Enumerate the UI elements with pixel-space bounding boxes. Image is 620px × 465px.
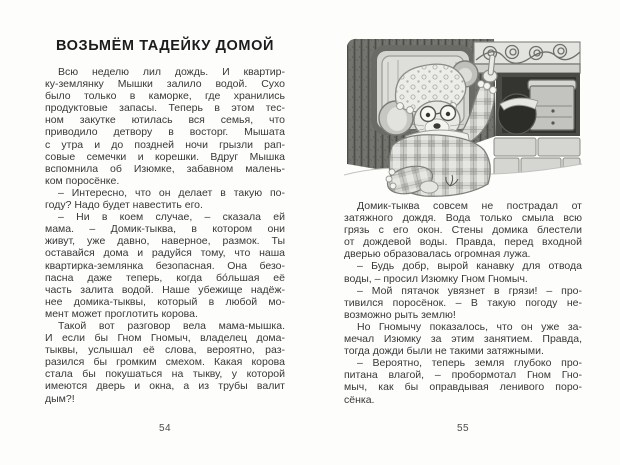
text-line: мент может проглотить корова. (45, 307, 198, 320)
text-line: тивился поросёнок. – В такую погоду не- (344, 296, 582, 309)
text-line: совые семечки и корешки. Вдруг Мышка (45, 150, 285, 163)
text-line: возможно рыть землю! (344, 308, 456, 321)
text-line: мечал Изюмку за этим занятием. Правда, (344, 333, 582, 346)
left-page-text (45, 66, 285, 405)
text-line: дым?! (45, 392, 75, 405)
text-line: разился бы громким смехом. Какая корова (45, 356, 285, 369)
left-page (45, 38, 285, 405)
text-line: – Ни в коем случае, – сказала ей (58, 211, 285, 224)
text-line: ном закутке ютилась вся семья, что (45, 114, 285, 127)
text-line: имеются дверь и окна, а из трубы валит (45, 380, 285, 393)
text-line: Такой вот разговор вела мама-мышка. (58, 319, 285, 332)
text-line: – Мой пятачок увязнет в грязи! – про- (357, 284, 582, 297)
text-line: грязь с его окон. Стены домика блестели (344, 224, 582, 237)
text-line: пасна даже теперь, когда бо́льшая её (45, 271, 285, 284)
page-number-left: 54 (158, 423, 172, 434)
page-number-right: 55 (456, 423, 470, 434)
text-line: Домик-тыква совсем не пострадал от (357, 200, 582, 212)
text-line: – Интересно, что он делает в такую по- (58, 186, 285, 199)
text-line: – Вероятно, теперь земля глубоко про- (357, 357, 582, 370)
text-line: с утра и до поздней ночи грызли рап- (45, 138, 285, 151)
mouse-illustration (344, 14, 582, 198)
text-line: тыквы, услышал её слова, вероятно, раз- (45, 344, 285, 357)
text-line: приводило детвору в восторг. Мышата (45, 126, 285, 139)
text-line: воды, – просил Изюмку Гном Гномыч. (344, 272, 528, 285)
text-line: стала бы покушаться на тыкву, у которой (45, 368, 285, 381)
text-line: сёнка. (344, 393, 375, 406)
text-line: вспомнила об Изюмке, забавном малень- (45, 162, 285, 175)
text-line: нее домика-тыквы, который в любой мо- (45, 295, 285, 308)
text-line: от дождевой воды. Правда, перед входной (344, 236, 582, 249)
text-line: было только в каморке, где хранились (45, 90, 285, 103)
text-line: дверью образовалась огромная лужа. (344, 248, 531, 261)
text-line: ку-землянку Мышки залило водой. Сухо (45, 78, 285, 91)
text-line: И если бы Гном Гномыч, владелец дома- (45, 332, 285, 345)
text-line: квартирка-землянка безопасная. Она безо- (45, 259, 285, 272)
text-line: продуктовые запасы. Теперь в этом тес- (45, 102, 285, 115)
right-page-text (344, 200, 582, 406)
text-line: Всю неделю лил дождь. И квартир- (58, 66, 285, 78)
text-line: питана влагой, – пробормотал Гном Гно- (344, 369, 582, 382)
text-line: ком поросёнке. (45, 174, 120, 187)
chapter-title: ВОЗЬМЁМ ТАДЕЙКУ ДОМОЙ (55, 38, 275, 54)
text-line: мыч, как бы оправдывая ленивого поро- (344, 381, 582, 394)
text-line: году? Надо будет навестить его. (45, 199, 203, 212)
text-line: затяжного дождя. Вода только смыла всю (344, 212, 582, 225)
text-line: – Будь добр, вырой канавку для отвода (357, 260, 582, 273)
text-line: живут, уже давно, наверное, размок. Ты (45, 235, 285, 248)
text-line: Но Гномычу показалось, что он уже за- (357, 320, 582, 333)
text-line: мама. – Домик-тыква, в котором они (45, 223, 285, 236)
text-line: оставайся дома и радуйся тому, что наша (45, 247, 285, 260)
right-page (344, 14, 582, 406)
text-line: тогда дожди были не такими затяжными. (344, 345, 544, 358)
text-line: часть залита водой. Наше убежище надёж- (45, 283, 285, 296)
